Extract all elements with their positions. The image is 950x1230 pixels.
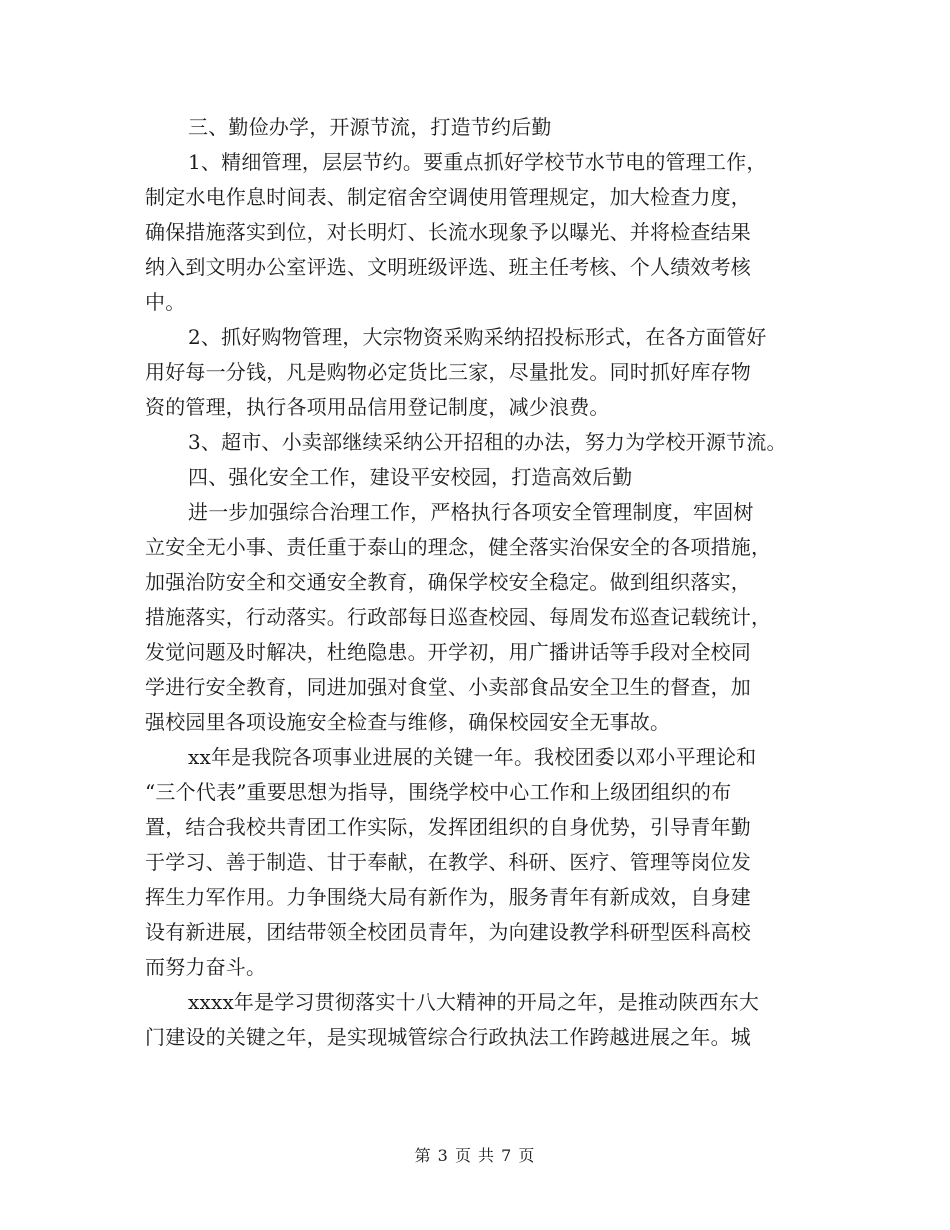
- text-line: 而努力奋斗。: [145, 955, 267, 979]
- text-line: 强校园里各项设施安全检查与维修，确保校园安全无事故。: [145, 710, 671, 734]
- text-line: xx年是我院各项事业进展的关键一年。我校团委以邓小平理论和: [188, 745, 757, 769]
- text-line: xxxx年是学习贯彻落实十八大精神的开局之年，是推动陕西东大: [188, 990, 760, 1014]
- text-line: 用好每一分钱，凡是购物必定货比三家，尽量批发。同时抓好库存物: [145, 360, 751, 384]
- text-line: 纳入到文明办公室评选、文明班级评选、班主任考核、个人绩效考核: [145, 255, 751, 279]
- text-line: 2、抓好购物管理，大宗物资采购采纳招投标形式，在各方面管好: [188, 325, 767, 349]
- text-line: 措施落实，行动落实。行政部每日巡查校园、每周发布巡查记载统计，: [145, 605, 772, 629]
- page-number-footer: 第 3 页 共 7 页: [414, 1146, 536, 1165]
- text-line: 置，结合我校共青团工作实际，发挥团组织的自身优势，引导青年勤: [145, 815, 751, 839]
- text-line: “三个代表”重要思想为指导，围绕学校中心工作和上级团组织的布: [145, 780, 732, 804]
- text-line: 进一步加强综合治理工作，严格执行各项安全管理制度，牢固树: [188, 500, 754, 524]
- text-line: 中。: [145, 290, 186, 314]
- text-line: 三、勤俭办学，开源节流，打造节约后勤: [188, 115, 552, 139]
- text-line: 门建设的关键之年，是实现城管综合行政执法工作跨越进展之年。城: [145, 1025, 751, 1049]
- text-line: 四、强化安全工作，建设平安校园，打造高效后勤: [188, 465, 633, 489]
- text-line: 挥生力军作用。力争围绕大局有新作为，服务青年有新成效，自身建: [145, 885, 751, 909]
- text-line: 资的管理，执行各项用品信用登记制度，减少浪费。: [145, 395, 610, 419]
- text-line: 3、超市、小卖部继续采纳公开招租的办法，努力为学校开源节流。: [188, 430, 787, 454]
- document-body: [145, 110, 810, 1055]
- text-line: 设有新进展，团结带领全校团员青年，为向建设教学科研型医科高校: [145, 920, 751, 944]
- text-line: 于学习、善于制造、甘于奉献，在教学、科研、医疗、管理等岗位发: [145, 850, 751, 874]
- text-line: 1、精细管理，层层节约。要重点抓好学校节水节电的管理工作，: [188, 150, 767, 174]
- text-line: 学进行安全教育，同进加强对食堂、小卖部食品安全卫生的督查，加: [145, 675, 751, 699]
- text-line: 加强治防安全和交通安全教育，确保学校安全稳定。做到组织落实，: [145, 570, 751, 594]
- text-line: 制定水电作息时间表、制定宿舍空调使用管理规定，加大检查力度，: [145, 185, 751, 209]
- text-line: 确保措施落实到位，对长明灯、长流水现象予以曝光、并将检查结果: [145, 220, 751, 244]
- text-line: 立安全无小事、责任重于泰山的理念，健全落实治保安全的各项措施，: [145, 535, 772, 559]
- text-line: 发觉问题及时解决，杜绝隐患。开学初，用广播讲话等手段对全校同: [145, 640, 751, 664]
